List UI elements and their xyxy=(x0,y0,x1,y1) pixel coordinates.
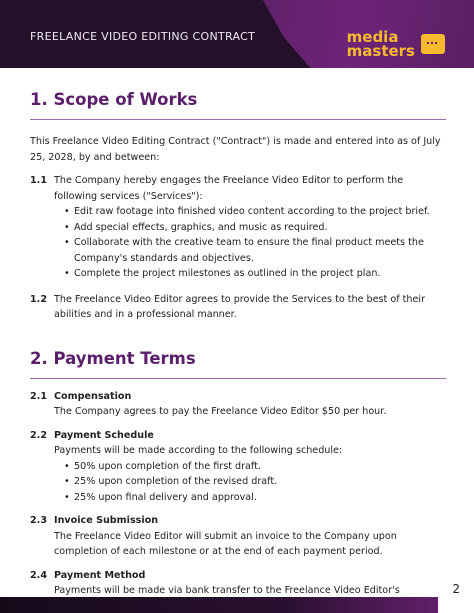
clause-text: The Company hereby engages the Freelance Video Editor to perform the following services ("Services"): xyxy=(54,175,404,202)
section-2-heading: 2. Payment Terms xyxy=(30,348,196,368)
logo-line-1: media xyxy=(346,28,399,46)
clause-1-2 xyxy=(30,292,446,323)
clause-title: Payment Schedule xyxy=(54,429,154,441)
list-item: • 50% upon completion of the first draft. xyxy=(64,459,446,475)
chat-bubble-icon xyxy=(421,34,445,54)
logo-line-2: masters xyxy=(346,42,415,60)
page-footer-band xyxy=(0,597,474,613)
clause-title: Payment Method xyxy=(54,569,146,581)
clause-2-3 xyxy=(30,513,446,560)
section-1-heading: 1. Scope of Works xyxy=(30,90,198,109)
services-list xyxy=(64,204,446,282)
clause-text: The Freelance Video Editor will submit an invoice to the Company upon completion of each milestone or at the end of each payment period. xyxy=(54,530,397,557)
clause-number: 1.1 xyxy=(30,175,47,186)
document-title: FREELANCE VIDEO EDITING CONTRACT xyxy=(30,30,256,43)
section-divider xyxy=(30,378,446,379)
clause-2-2 xyxy=(30,428,446,506)
section-divider xyxy=(30,119,446,120)
list-item: • 25% upon final delivery and approval. xyxy=(64,490,446,506)
page-number: 2 xyxy=(452,582,460,596)
payment-schedule-list xyxy=(64,459,446,506)
list-item: • Complete the project milestones as outlined in the project plan. xyxy=(64,266,446,282)
page-header xyxy=(0,0,474,68)
list-item: • 25% upon completion of the revised draft. xyxy=(64,474,446,490)
clause-text: The Company agrees to pay the Freelance Video Editor $50 per hour. xyxy=(54,406,387,417)
clause-text: Payments will be made according to the following schedule: xyxy=(54,445,343,456)
list-item: • Edit raw footage into finished video content according to the project brief. xyxy=(64,204,446,220)
clause-number: 2.2 xyxy=(30,429,47,441)
list-item: • Collaborate with the creative team to ensure the final product meets the Company's standards and objectives. xyxy=(64,235,446,266)
clause-number: 1.2 xyxy=(30,293,47,305)
clause-title: Invoice Submission xyxy=(54,515,159,526)
document-body xyxy=(30,90,446,613)
clause-number: 2.1 xyxy=(30,390,47,402)
clause-number: 2.3 xyxy=(30,515,47,526)
clause-title: Compensation xyxy=(54,390,132,402)
list-item: • Add special effects, graphics, and music as required. xyxy=(64,220,446,236)
clause-number: 2.4 xyxy=(30,569,47,581)
intro-paragraph: This Freelance Video Editing Contract ("Contract") is made and entered into as of July 25, 2028, by and between: xyxy=(30,136,441,163)
logo-wordmark xyxy=(347,30,415,58)
clause-text: Payments will be made via bank transfer to the Freelance Video Editor's xyxy=(54,585,400,596)
clause-text: The Freelance Video Editor agrees to provide the Services to the best of their abilities and in a professional manner. xyxy=(54,293,426,320)
brand-logo xyxy=(347,30,445,58)
clause-2-1 xyxy=(30,389,446,420)
clause-1-1 xyxy=(30,173,446,282)
